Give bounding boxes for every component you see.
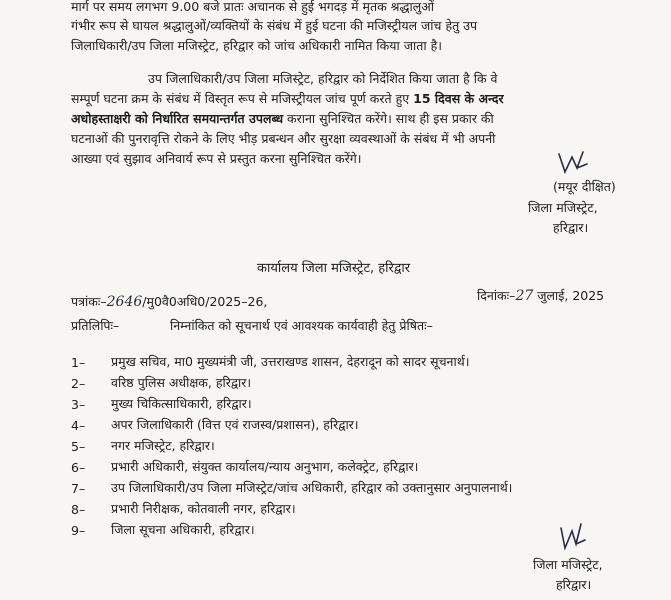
para1-line2: गंभीर रूप से घायल श्रद्धालुओं/व्यक्तियों के संबंध में हुई घटना की मजिस्ट्रीयल जांच हेतु उप xyxy=(71,18,478,33)
para2-line1: उप जिलाधिकारी/उप जिला मजिस्ट्रेट, हरिद्वार को निर्देशित किया जाता है कि वे xyxy=(148,71,498,86)
list-item-number: 5– xyxy=(71,439,86,454)
handwritten-signature-2 xyxy=(555,520,595,554)
list-item-text: प्रभारी अधिकारी, संयुक्त कार्यालय/न्याय अनुभाग, कलेक्ट्रेट, हरिद्वार। xyxy=(111,459,419,474)
list-item-number: 6– xyxy=(71,460,86,475)
list-item-text: जिला सूचना अधिकारी, हरिद्वार। xyxy=(111,522,255,537)
date-day-handwritten: 27 xyxy=(515,288,534,304)
date-label: दिनांकः– xyxy=(477,288,516,303)
list-item-text: उप जिलाधिकारी/उप जिला मजिस्ट्रेट/जांच अधिकारी, हरिद्वार को उक्तानुसार अनुपालनार्थ। xyxy=(111,480,513,495)
para1-line3: जिलाधिकारी/उप जिला मजिस्ट्रेट, हरिद्वार को जांच अधिकारी नामित किया जाता है। xyxy=(71,38,442,53)
para2-line3-text: कराना सुनिश्चित करेंगे। साथ ही इस प्रकार की xyxy=(283,111,494,126)
ref-suffix: /मु0वै0अधि0/2025–26, xyxy=(142,294,268,309)
para2-line3-bold: अधोहस्ताक्षरी को निर्धारित समयान्तर्गत उपलब्ध xyxy=(71,111,284,126)
office-heading: कार्यालय जिला मजिस्ट्रेट, हरिद्वार xyxy=(257,261,411,276)
para1-line1: मार्ग पर समय लगभग 9.00 बजे प्रातः अचानक से हुई भगदड़ में मृतक श्रद्धालुओं xyxy=(71,0,435,14)
copy-label: प्रतिलिपिः– xyxy=(71,318,120,333)
list-item-number: 1– xyxy=(71,355,86,370)
list-item-number: 2– xyxy=(71,376,86,391)
reference-line xyxy=(71,293,267,310)
signatory-name: (मयूर दीक्षित) xyxy=(553,179,616,194)
deadline-text: 15 दिवस के अन्दर xyxy=(413,91,504,106)
list-item-number: 7– xyxy=(71,481,86,496)
list-item-number: 8– xyxy=(71,502,86,517)
para2-line2-text: सम्पूर्ण घटना क्रम के संबंध में विस्तृत रूप से मजिस्ट्रीयल जांच पूर्ण करते हुए xyxy=(71,91,414,106)
copy-text: निम्नांकित को सूचनार्थ एवं आवश्यक कार्यवाही हेतु प्रेषितः– xyxy=(170,318,433,333)
signatory2-place: हरिद्वार। xyxy=(556,577,592,592)
list-item-number: 4– xyxy=(71,418,86,433)
list-item-text: प्रभारी निरीक्षक, कोतवाली नगर, हरिद्वार। xyxy=(111,501,296,516)
ref-number-handwritten: 2646 xyxy=(106,294,143,310)
signatory2-designation: जिला मजिस्ट्रेट, xyxy=(533,557,603,572)
list-item-number: 9– xyxy=(71,523,86,538)
ref-label: पत्रांकः– xyxy=(71,294,107,309)
para2-line3 xyxy=(71,110,494,127)
list-item-number: 3– xyxy=(71,397,86,412)
signatory-place: हरिद्वार। xyxy=(553,220,589,235)
list-item-text: अपर जिलाधिकारी (वित्त एवं राजस्व/प्रशासन), हरिद्वार। xyxy=(111,417,359,432)
date-rest: जुलाई, 2025 xyxy=(537,288,605,303)
signatory-designation: जिला मजिस्ट्रेट, xyxy=(528,200,598,215)
para2-line5: आख्या एवं सुझाव अनिवार्य रूप से प्रस्तुत करना सुनिश्चित करेंगे। xyxy=(71,151,362,166)
para2-line4: घटनाओं की पुनरावृत्ति रोकने के लिए भीड़ प्रबन्धन और सुरक्षा व्यवस्थाओं के संबंध में भी अपनी xyxy=(71,131,496,146)
list-item-text: प्रमुख सचिव, मा0 मुख्यमंत्री जी, उत्तराखण्ड शासन, देहरादून को सादर सूचनार्थ। xyxy=(111,354,470,369)
list-item-text: वरिष्ठ पुलिस अधीक्षक, हरिद्वार। xyxy=(111,375,252,390)
handwritten-signature-1 xyxy=(555,148,595,178)
list-item-text: नगर मजिस्ट्रेट, हरिद्वार। xyxy=(111,438,215,453)
date-line xyxy=(477,287,604,304)
list-item-text: मुख्य चिकित्साधिकारी, हरिद्वार। xyxy=(111,396,252,411)
para2-line2 xyxy=(71,90,504,107)
